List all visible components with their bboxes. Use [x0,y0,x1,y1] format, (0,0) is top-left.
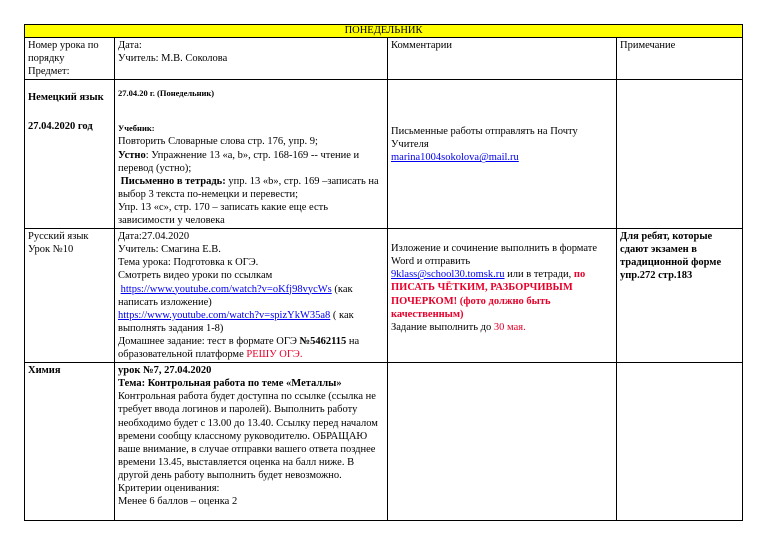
russian-email-link[interactable]: 9klass@school30.tomsk.ru [391,269,505,281]
german-subject: Немецкий язык [28,92,104,104]
header-col2-line2: Учитель: М.В. Соколова [118,53,228,65]
russian-topic: Тема урока: Подготовка к ОГЭ. [118,257,259,269]
chemistry-comment-cell [388,363,617,521]
german-email-link[interactable]: marina1004sokolova@mail.ru [391,152,519,164]
german-written-text: упр. 13 «b», стр. 169 –записать на выбор 3 текста по-немецки и перевести; [118,175,379,200]
german-line4: Упр. 13 «c», стр. 170 – записать какие еще есть зависимости у человека [118,201,328,227]
german-subject-cell [25,80,115,229]
german-note-cell [617,80,743,229]
russian-link2-line [118,309,384,335]
chemistry-criteria: Критерии оценивания: [118,482,220,494]
german-comment-cell [388,80,617,229]
russian-comment-warning: по ПИСАТЬ ЧЁТКИМ, РАЗБОРЧИВЫМ ПОЧЕРКОМ! (фото должно быть качественным) [391,269,586,320]
header-col2-line1: Дата: [118,40,142,51]
russian-video-link-1[interactable]: https://www.youtube.com/watch?v=oKfj98vycWs [120,283,332,295]
chemistry-task-cell [115,363,388,521]
russian-link2-note: ( как выполнять задания 1-8) [118,309,354,334]
header-notes: Примечание [617,38,743,80]
russian-comment-2-text: или в тетради, [504,269,574,281]
russian-video: Смотреть видео уроки по ссылкам [118,270,273,282]
schedule-table [24,24,743,521]
chemistry-subject: Химия [25,363,115,521]
german-date: 27.04.2020 год [28,121,93,133]
header-col1-line3: Предмет: [28,66,70,78]
russian-note: Для ребят, которые сдают экзамен в традиционной форме упр.272 стр.183 [617,229,743,363]
german-task-cell [115,80,388,229]
russian-deadline: 30 мая. [493,321,526,333]
russian-task-cell [115,229,388,363]
german-oral-text: : Упражнение 13 «a, b», стр. 168-169 -- чтение и перевод (устно); [118,149,360,174]
german-written [118,175,384,201]
chemistry-grade: Менее 6 баллов – оценка 2 [118,496,238,508]
header-row [25,38,743,80]
header-col1-line2: порядку [28,53,65,65]
russian-teacher: Учитель: Смагина Е.В. [118,244,221,256]
russian-comment-2 [391,268,613,320]
header-col1-line1: Номер урока по [28,40,99,51]
russian-comment-3 [391,321,613,334]
german-oral [118,149,384,175]
day-title-row [25,25,743,38]
header-date-cell [115,38,388,80]
russian-row [25,229,743,363]
header-comments: Комментарии [388,38,617,80]
chemistry-topic: Тема: Контрольная работа по теме «Металлы» [118,378,342,390]
russian-platform: РЕШУ ОГЭ. [246,348,303,360]
russian-date: Дата:27.04.2020 [118,231,190,243]
russian-link1-line [118,283,384,309]
russian-lesson-no: Урок №10 [28,244,74,256]
russian-homework [118,335,384,361]
german-written-label: Письменно в тетрадь: [120,175,226,187]
header-lesson-cell [25,38,115,80]
german-row [25,80,743,229]
german-oral-label: Устно [118,149,146,161]
russian-homework-start: Домашнее задание: тест в формате ОГЭ [118,335,300,347]
russian-comment-1: Изложение и сочинение выполнить в формате Word и отправить [391,243,598,268]
german-textbook-label: Учебник: [118,123,155,134]
german-comment: Письменные работы отправлять на Почту Учителя [391,126,578,151]
russian-homework-no: №5462115 [299,335,347,347]
day-title: ПОНЕДЕЛЬНИК [25,25,743,38]
russian-video-link-2[interactable]: https://www.youtube.com/watch?v=spizYkW35a8 [118,309,331,321]
russian-comment-3-text: Задание выполнить до [391,321,494,333]
russian-subject: Русский язык [28,231,89,243]
chemistry-body: Контрольная работа будет доступна по ссылке (ссылка не требует ввода логинов и паролей). Выполнить работу необходимо будет с 13.00 до 13.40. Ссылку перед началом времени сообщу классному руководителю. ОБРАЩАЮ ваше внимание, в случае отправки вашего ответа позднее времени 13.45, выставляется оценка на балл ниже. В другой день работу выполнить будет невозможно. [118,391,378,481]
chemistry-lesson: урок №7, 27.04.2020 [118,365,212,377]
chemistry-row [25,363,743,521]
russian-link1-note: (как написать изложение) [118,283,353,308]
russian-comment-cell [388,229,617,363]
chemistry-note-cell [617,363,743,521]
russian-subject-cell [25,229,115,363]
russian-homework-mid: на образовательной платформе [118,335,360,360]
german-lesson-date: 27.04.20 г. (Понедельник) [118,88,215,99]
german-line1: Повторить Словарные слова стр. 176, упр. 9; [118,136,318,148]
